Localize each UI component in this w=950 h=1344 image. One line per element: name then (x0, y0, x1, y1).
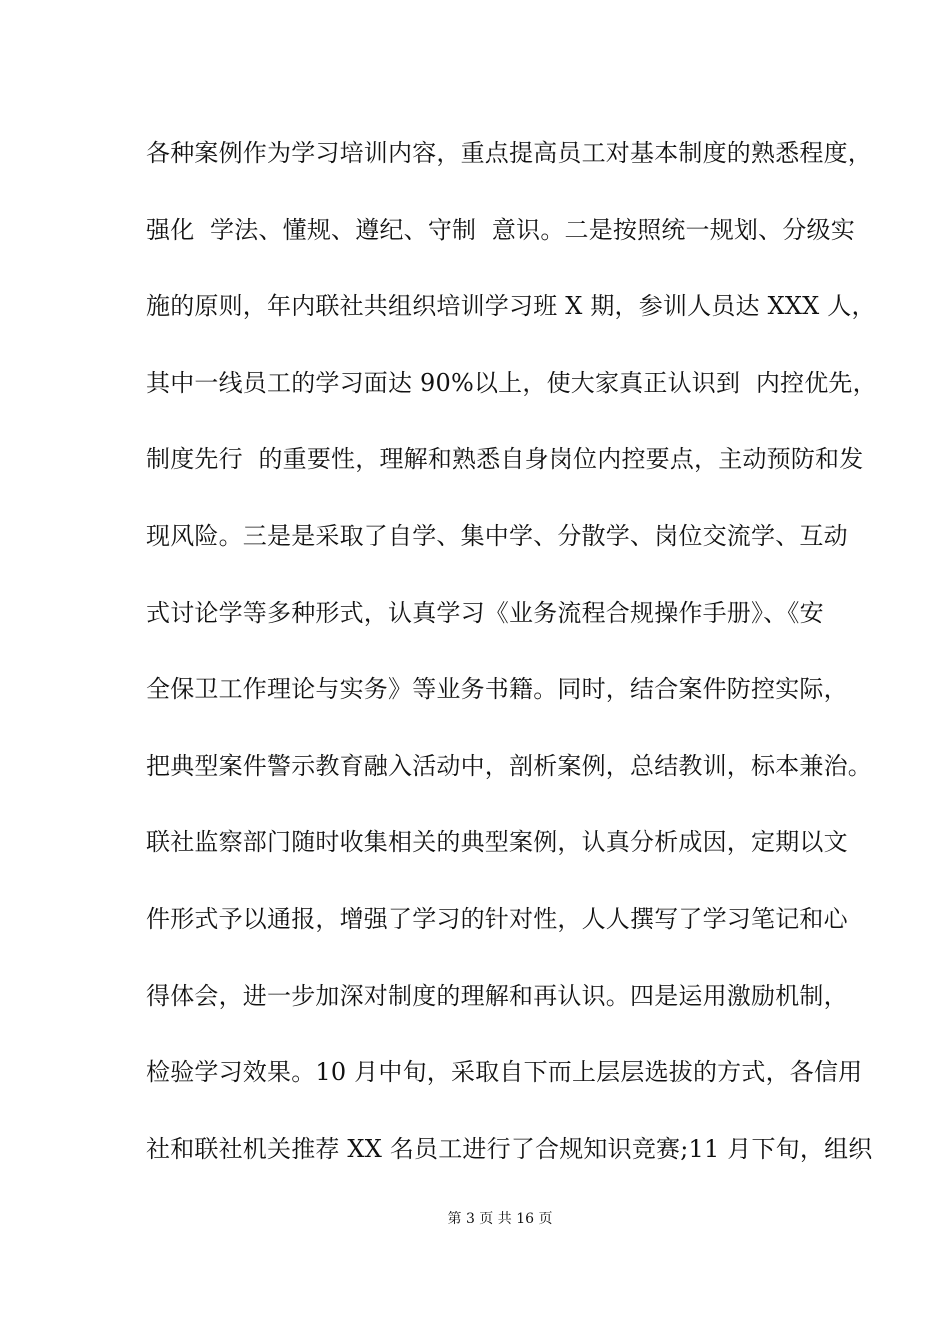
text-line: 联社监察部门随时收集相关的典型案例，认真分析成因，定期以文 (146, 828, 848, 857)
text-line: 制度先行 的重要性，理解和熟悉自身岗位内控要点，主动预防和发 (146, 445, 864, 474)
text-line: 检验学习效果。10 月中旬，采取自下而上层层选拔的方式，各信用 (146, 1058, 863, 1087)
text-line: 现风险。三是是采取了自学、集中学、分散学、岗位交流学、互动 (146, 521, 848, 550)
text-line: 把典型案件警示教育融入活动中，剖析案例，总结教训，标本兼治。 (146, 751, 872, 780)
text-line: 强化 学法、懂规、遵纪、守制 意识。二是按照统一规划、分级实 (146, 215, 855, 244)
text-line: 全保卫工作理论与实务》等业务书籍。同时，结合案件防控实际， (146, 675, 848, 704)
text-line: 件形式予以通报，增强了学习的针对性，人人撰写了学习笔记和心 (146, 904, 848, 933)
text-line: 式讨论学等多种形式，认真学习《业务流程合规操作手册》、《安 (146, 598, 824, 627)
page-number-footer: 第 3 页 共 16 页 (447, 1211, 553, 1227)
body-text (146, 131, 877, 1203)
text-line: 社和联社机关推荐 XX 名员工进行了合规知识竞赛;11 月下旬，组织 (146, 1134, 873, 1163)
text-line: 得体会，进一步加深对制度的理解和再认识。四是运用激励机制， (146, 981, 848, 1010)
text-line: 施的原则，年内联社共组织培训学习班 X 期，参训人员达 XXX 人， (146, 292, 876, 321)
text-line: 其中一线员工的学习面达 90%以上，使大家真正认识到 内控优先， (146, 368, 877, 397)
text-line: 各种案例作为学习培训内容，重点提高员工对基本制度的熟悉程度， (146, 139, 872, 167)
